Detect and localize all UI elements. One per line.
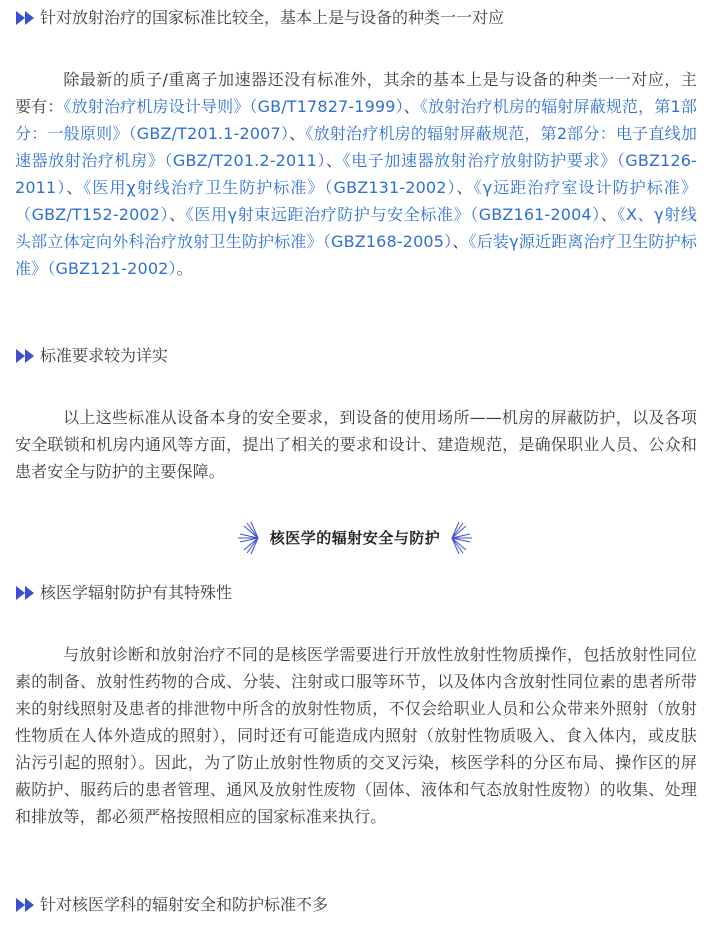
list-separator: 、: [66, 178, 84, 197]
standard-title-link[interactable]: 《放射治疗机房设计导则》: [63, 97, 250, 116]
standard-code[interactable]: （GBZ168-2005）: [322, 232, 453, 251]
standard-title-link[interactable]: 《后装γ源近距离治疗卫生防护标准》: [15, 232, 697, 278]
standard-code[interactable]: （GB/T17827-1999）: [249, 97, 404, 116]
list-separator: 、: [452, 232, 469, 251]
standard-code[interactable]: （GBZ161-2004）: [470, 205, 601, 224]
double-triangle-icon: [15, 585, 37, 601]
standard-code[interactable]: （GBZ/T201.2-2011）: [164, 151, 327, 170]
standard-title-link[interactable]: 《电子加速器放射治疗放射防护要求》: [342, 151, 617, 170]
standard-title-link[interactable]: 《放射治疗机房的辐射屏蔽规范，第1部分：一般原则》: [15, 97, 697, 143]
requirements-paragraph: [15, 404, 697, 485]
list-separator: 、: [456, 178, 474, 197]
section-heading-radiotherapy: [15, 6, 504, 30]
paragraph-intro: 除最新的质子/重离子加速器还没有标准外，其余的基本上是与设备的种类一一对应，主要有：: [15, 70, 697, 116]
standard-code[interactable]: （GBZ126-2011）: [15, 151, 697, 197]
list-separator: 、: [326, 151, 343, 170]
section-heading-nuclear-standards: [15, 893, 328, 917]
section-heading-detailed-requirements: [15, 344, 168, 368]
standard-title-link[interactable]: 《医用γ射束远距治疗防护与安全标准》: [185, 205, 471, 224]
list-separator: 、: [600, 205, 618, 224]
heading-text: 核医学辐射防护有其特殊性: [40, 583, 233, 602]
nuclear-medicine-paragraph: [15, 641, 697, 830]
standard-title-link[interactable]: 《X、γ射线头部立体定向外科治疗放射卫生防护标准》: [15, 205, 698, 251]
double-triangle-icon: [15, 10, 37, 26]
paragraph-text: 以上这些标准从设备本身的安全要求，到设备的使用场所——机房的屏蔽防护，以及各项安全联锁和机房内通风等方面，提出了相关的要求和设计、建造规范，是确保职业人员、公众和患者安全与防护的主要保障。: [15, 408, 697, 481]
standard-title-link[interactable]: 《医用χ射线治疗卫生防护标准》: [83, 178, 325, 197]
double-triangle-icon: [15, 897, 37, 913]
list-separator: 、: [289, 124, 306, 143]
section-divider: [0, 518, 710, 558]
section-title: 核医学的辐射安全与防护: [269, 529, 441, 547]
radiotherapy-standards-paragraph: [15, 66, 697, 282]
list-separator: 。: [176, 259, 193, 278]
double-triangle-icon: [15, 348, 37, 364]
heading-text: 针对核医学科的辐射安全和防护标准不多: [40, 895, 329, 914]
standard-code[interactable]: （GBZ/T201.1-2007）: [128, 124, 290, 143]
heading-text: 标准要求较为详实: [40, 346, 169, 365]
standard-code[interactable]: （GBZ121-2002）: [47, 259, 177, 278]
standard-code[interactable]: （GBZ/T152-2002）: [15, 205, 170, 224]
standard-title-link[interactable]: 《γ远距治疗室设计防护标准》: [473, 178, 697, 197]
list-separator: 、: [403, 97, 420, 116]
paragraph-text: 与放射诊断和放射治疗不同的是核医学需要进行开放性放射性物质操作，包括放射性同位素的制备、放射性药物的合成、分装、注射或口服等环节，以及体内含放射性同位素的患者所带来的射线照射及患者的排泄物中所含的放射性物质，不仅会给职业人员和公众带来外照射（放射性物质在人体外造成的照射），同时还有可能造成内照射（放射性物质吸入、食入体内，或皮肤沾污引起的照射）。因此，为了防止放射性物质的交叉污染，核医学科的分区布局、操作区的屏蔽防护、服药后的患者管理、通风及放射性废物（固体、液体和气态放射性废物）的收集、处理和排放等，都必须严格按照相应的国家标准来执行。: [15, 645, 697, 826]
section-heading-nuclear-medicine: [15, 581, 232, 605]
standard-code[interactable]: （GBZ131-2002）: [324, 178, 457, 197]
heading-text: 针对放射治疗的国家标准比较全，基本上是与设备的种类一一对应: [40, 8, 505, 27]
list-separator: 、: [169, 205, 186, 224]
standard-title-link[interactable]: 《放射治疗机房的辐射屏蔽规范，第2部分：电子直线加速器放射治疗机房》: [15, 124, 697, 170]
